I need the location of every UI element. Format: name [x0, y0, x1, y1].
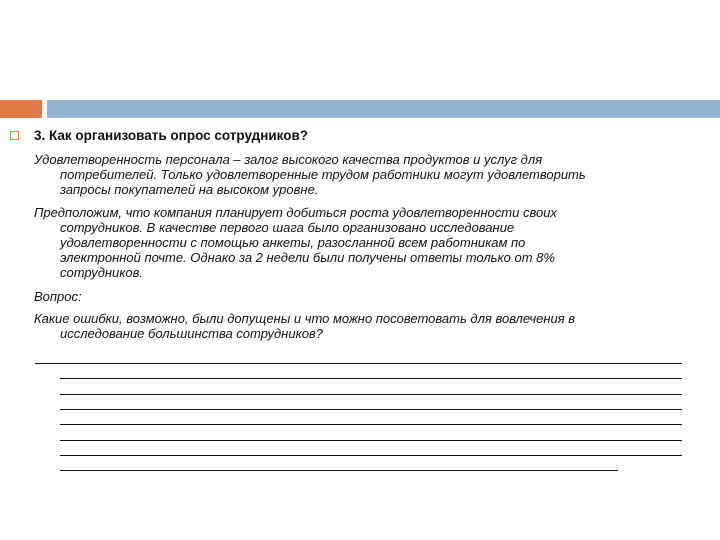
- paragraph-case: [34, 205, 674, 280]
- question-text: [34, 311, 674, 341]
- answer-line: [60, 440, 682, 441]
- answer-line: [60, 424, 682, 425]
- title-text: 3. Как организовать опрос сотрудников?: [34, 128, 309, 143]
- text-line: Вопрос:: [34, 289, 82, 304]
- text-line: Удовлетворенность персонала – залог высокого качества продуктов и услуг для: [34, 152, 543, 167]
- text-line: удовлетворенности с помощью анкеты, разосланной всем работникам по: [60, 235, 526, 250]
- text-line: Какие ошибки, возможно, были допущены и что можно посоветовать для вовлечения в: [34, 311, 576, 326]
- paragraph-intro: [34, 152, 674, 197]
- accent-bar-orange: [0, 100, 42, 118]
- accent-bar-blue: [47, 100, 720, 118]
- square-bullet-icon: [10, 131, 19, 140]
- text-line: сотрудников. В качестве первого шага было организовано исследование: [60, 220, 515, 235]
- text-line: сотрудников.: [60, 265, 144, 280]
- text-line: электронной почте. Однако за 2 недели были получены ответы только от 8%: [60, 250, 555, 265]
- answer-line: [35, 363, 682, 364]
- text-line: запросы покупателей на высоком уровне.: [60, 182, 319, 197]
- answer-line: [60, 455, 682, 456]
- slide-title: [34, 128, 308, 143]
- answer-line: [60, 378, 682, 379]
- question-label: [34, 289, 674, 304]
- text-line: исследование большинства сотрудников?: [60, 326, 323, 341]
- text-line: потребителей. Только удовлетворенные трудом работники могут удовлетворить: [60, 167, 586, 182]
- answer-line: [60, 394, 682, 395]
- answer-line: [60, 470, 618, 471]
- answer-line: [60, 409, 682, 410]
- text-line: Предположим, что компания планирует добиться роста удовлетворенности своих: [34, 205, 557, 220]
